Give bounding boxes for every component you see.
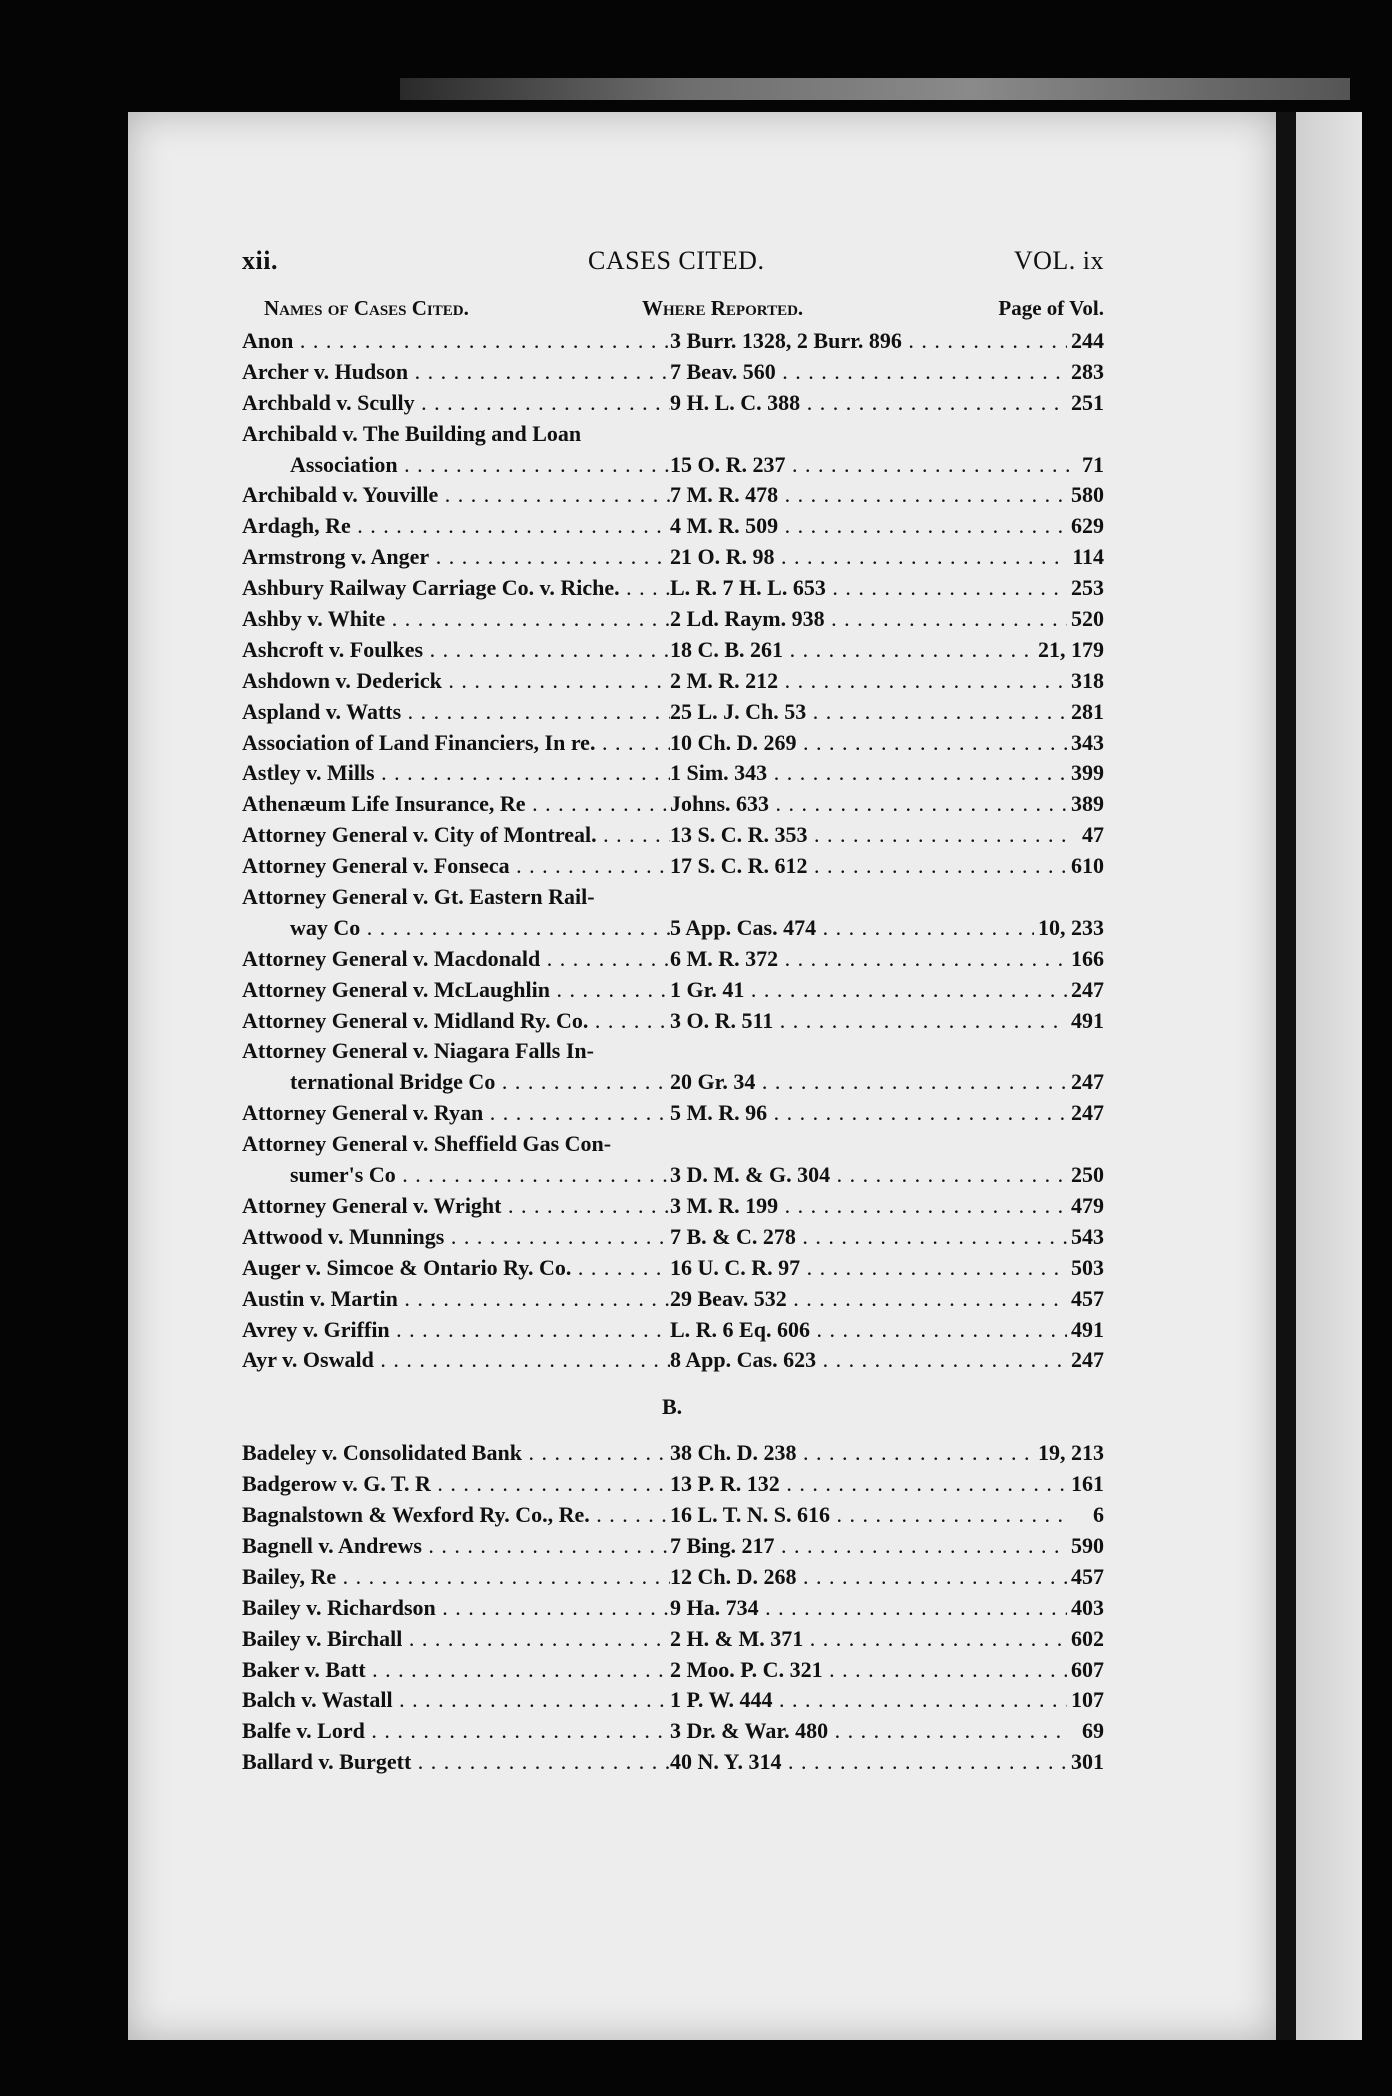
case-entry xyxy=(242,388,1104,419)
where-reported: 3 D. M. & G. 304 . . . xyxy=(670,1160,1070,1191)
page-of-volume: 457 xyxy=(1067,1562,1104,1593)
case-entry xyxy=(242,357,1104,388)
case-name: Attorney General v. Sheffield Gas Con- xyxy=(242,1131,612,1157)
case-entry xyxy=(242,1036,1104,1067)
page-of-volume: 250 xyxy=(1067,1160,1104,1191)
case-entry xyxy=(242,851,1104,882)
case-entry xyxy=(242,1222,1104,1253)
page-of-volume: 343 xyxy=(1067,728,1104,759)
where-reported: 18 C. B. 261 . . . xyxy=(670,635,1070,666)
case-list xyxy=(242,326,1104,1778)
page-of-volume: 247 xyxy=(1067,975,1104,1006)
where-reported: 25 L. J. Ch. 53 . . . xyxy=(670,697,1070,728)
case-entry xyxy=(242,604,1104,635)
case-name: Association . . . xyxy=(290,450,670,481)
page-of-volume: 10, 233 xyxy=(1034,913,1104,944)
column-heading-names: Names of Cases Cited. xyxy=(264,296,469,320)
case-entry xyxy=(242,573,1104,604)
case-name: Austin v. Martin . . . xyxy=(242,1284,670,1315)
page-of-volume: 590 xyxy=(1067,1531,1104,1562)
case-entry xyxy=(242,511,1104,542)
where-reported: 2 Ld. Raym. 938 . . . xyxy=(670,604,1070,635)
case-entry xyxy=(242,820,1104,851)
case-name: Attorney General v. Wright . . . xyxy=(242,1191,670,1222)
case-name: Archibald v. The Building and Loan xyxy=(242,420,582,446)
case-name: Ashbury Railway Carriage Co. v. Riche. . . . xyxy=(242,573,670,604)
column-headings xyxy=(242,296,1104,326)
where-reported: 7 B. & C. 278 . . . xyxy=(670,1222,1070,1253)
where-reported: 10 Ch. D. 269 . . . xyxy=(670,728,1070,759)
page-of-volume: 247 xyxy=(1067,1345,1104,1376)
case-name: Balfe v. Lord . . . xyxy=(242,1716,670,1747)
case-name: Archbald v. Scully . . . xyxy=(242,388,670,419)
case-entry xyxy=(242,1253,1104,1284)
case-name: Attorney General v. Midland Ry. Co. . . . xyxy=(242,1006,670,1037)
case-name: way Co . . . xyxy=(290,913,670,944)
case-entry xyxy=(242,1531,1104,1562)
running-header xyxy=(242,246,1104,280)
case-entry xyxy=(242,758,1104,789)
case-entry xyxy=(242,1624,1104,1655)
case-entry xyxy=(242,728,1104,759)
where-reported: 5 App. Cas. 474 . . . xyxy=(670,913,1070,944)
case-name: Association of Land Financiers, In re. . . . xyxy=(242,728,670,759)
page-of-volume: 318 xyxy=(1067,666,1104,697)
case-entry xyxy=(242,1593,1104,1624)
case-name: Archer v. Hudson . . . xyxy=(242,357,670,388)
where-reported: 3 Burr. 1328, 2 Burr. 896 . . . xyxy=(670,326,1070,357)
section-heading-b: B. xyxy=(662,1394,683,1420)
case-name: Ballard v. Burgett . . . xyxy=(242,1747,670,1778)
where-reported: 15 O. R. 237 . . . xyxy=(670,450,1070,481)
case-entry xyxy=(242,1716,1104,1747)
page-of-volume: 543 xyxy=(1067,1222,1104,1253)
where-reported: 38 Ch. D. 238 . . . xyxy=(670,1438,1070,1469)
case-name: Attorney General v. McLaughlin . . . xyxy=(242,975,670,1006)
case-entry xyxy=(242,326,1104,357)
where-reported: 9 Ha. 734 . . . xyxy=(670,1593,1070,1624)
next-page-sliver xyxy=(1296,112,1362,2040)
case-entry xyxy=(242,1067,1104,1098)
case-name: Badeley v. Consolidated Bank . . . xyxy=(242,1438,670,1469)
case-name: Ashcroft v. Foulkes . . . xyxy=(242,635,670,666)
page-of-volume: 161 xyxy=(1067,1469,1104,1500)
case-name: Bagnell v. Andrews . . . xyxy=(242,1531,670,1562)
page-of-volume: 301 xyxy=(1067,1747,1104,1778)
case-name: ternational Bridge Co . . . xyxy=(290,1067,670,1098)
where-reported: 9 H. L. C. 388 . . . xyxy=(670,388,1070,419)
page-of-volume: 253 xyxy=(1067,573,1104,604)
where-reported: 2 M. R. 212 . . . xyxy=(670,666,1070,697)
case-entry xyxy=(242,944,1104,975)
where-reported: 16 L. T. N. S. 616 . . . xyxy=(670,1500,1070,1531)
page-number: xii. xyxy=(242,246,278,275)
page-of-volume: 580 xyxy=(1067,480,1104,511)
page-of-volume: 457 xyxy=(1067,1284,1104,1315)
page-of-volume: 281 xyxy=(1067,697,1104,728)
page-of-volume: 610 xyxy=(1067,851,1104,882)
page-of-volume: 21, 179 xyxy=(1034,635,1104,666)
page-of-volume: 247 xyxy=(1067,1067,1104,1098)
case-entry xyxy=(242,635,1104,666)
case-name: Bailey v. Birchall . . . xyxy=(242,1624,670,1655)
where-reported: 20 Gr. 34 . . . xyxy=(670,1067,1070,1098)
case-entry xyxy=(242,913,1104,944)
where-reported: 3 O. R. 511 . . . xyxy=(670,1006,1070,1037)
scan-top-strip xyxy=(400,78,1350,100)
case-name: Attorney General v. Macdonald . . . xyxy=(242,944,670,975)
page-of-volume: 389 xyxy=(1067,789,1104,820)
where-reported: L. R. 7 H. L. 653 . . . xyxy=(670,573,1070,604)
case-name: Archibald v. Youville . . . xyxy=(242,480,670,511)
case-name: Athenæum Life Insurance, Re . . . xyxy=(242,789,670,820)
where-reported: 7 M. R. 478 . . . xyxy=(670,480,1070,511)
case-entry xyxy=(242,1562,1104,1593)
case-entry xyxy=(242,1315,1104,1346)
page-of-volume: 503 xyxy=(1067,1253,1104,1284)
page-of-volume: 491 xyxy=(1067,1006,1104,1037)
where-reported: 4 M. R. 509 . . . xyxy=(670,511,1070,542)
page-of-volume: 607 xyxy=(1067,1655,1104,1686)
case-name: Attorney General v. City of Montreal. . . . xyxy=(242,820,670,851)
case-entry xyxy=(242,882,1104,913)
page-of-volume: 520 xyxy=(1067,604,1104,635)
where-reported: Johns. 633 . . . xyxy=(670,789,1070,820)
case-entry xyxy=(242,1500,1104,1531)
case-entry xyxy=(242,697,1104,728)
where-reported: 8 App. Cas. 623 . . . xyxy=(670,1345,1070,1376)
page-of-volume: 244 xyxy=(1067,326,1104,357)
case-name: Anon . . . xyxy=(242,326,670,357)
where-reported: 3 Dr. & War. 480 . . . xyxy=(670,1716,1070,1747)
case-entry xyxy=(242,666,1104,697)
page-of-volume: 251 xyxy=(1067,388,1104,419)
case-entry xyxy=(242,1345,1104,1376)
case-entry xyxy=(242,1129,1104,1160)
case-name: Bagnalstown & Wexford Ry. Co., Re. . . . xyxy=(242,1500,670,1531)
where-reported: 1 P. W. 444 . . . xyxy=(670,1685,1070,1716)
case-entry xyxy=(242,1191,1104,1222)
where-reported: 7 Beav. 560 . . . xyxy=(670,357,1070,388)
case-entry xyxy=(242,419,1104,450)
case-entry xyxy=(242,1098,1104,1129)
case-name: Avrey v. Griffin . . . xyxy=(242,1315,670,1346)
where-reported: 1 Gr. 41 . . . xyxy=(670,975,1070,1006)
where-reported: 21 O. R. 98 . . . xyxy=(670,542,1070,573)
page-of-volume: 491 xyxy=(1067,1315,1104,1346)
where-reported: 17 S. C. R. 612 . . . xyxy=(670,851,1070,882)
where-reported: 2 H. & M. 371 . . . xyxy=(670,1624,1070,1655)
where-reported: 13 P. R. 132 . . . xyxy=(670,1469,1070,1500)
page-of-volume: 107 xyxy=(1067,1685,1104,1716)
case-name: sumer's Co . . . xyxy=(290,1160,670,1191)
where-reported: 2 Moo. P. C. 321 . . . xyxy=(670,1655,1070,1686)
case-entry xyxy=(242,975,1104,1006)
case-entry xyxy=(242,1006,1104,1037)
page-of-volume: 114 xyxy=(1068,542,1104,573)
page-of-volume: 602 xyxy=(1067,1624,1104,1655)
case-entry xyxy=(242,1160,1104,1191)
case-name: Bailey v. Richardson . . . xyxy=(242,1593,670,1624)
case-entry xyxy=(242,1685,1104,1716)
where-reported: L. R. 6 Eq. 606 . . . xyxy=(670,1315,1070,1346)
case-name: Baker v. Batt . . . xyxy=(242,1655,670,1686)
case-entry xyxy=(242,542,1104,573)
page-of-volume: 19, 213 xyxy=(1034,1438,1104,1469)
case-name: Ardagh, Re . . . xyxy=(242,511,670,542)
page-of-volume: 6 xyxy=(1089,1500,1104,1531)
case-name: Astley v. Mills . . . xyxy=(242,758,670,789)
where-reported: 29 Beav. 532 . . . xyxy=(670,1284,1070,1315)
where-reported: 3 M. R. 199 . . . xyxy=(670,1191,1070,1222)
page-of-volume: 69 xyxy=(1078,1716,1104,1747)
case-name: Attorney General v. Ryan . . . xyxy=(242,1098,670,1129)
case-name: Badgerow v. G. T. R . . . xyxy=(242,1469,670,1500)
page-of-volume: 283 xyxy=(1067,357,1104,388)
case-name: Ayr v. Oswald . . . xyxy=(242,1345,670,1376)
case-entry xyxy=(242,1438,1104,1469)
case-name: Bailey, Re . . . xyxy=(242,1562,670,1593)
where-reported: 6 M. R. 372 . . . xyxy=(670,944,1070,975)
page-title: CASES CITED. xyxy=(588,246,765,275)
case-name: Attorney General v. Gt. Eastern Rail- xyxy=(242,884,595,910)
case-name: Ashdown v. Dederick . . . xyxy=(242,666,670,697)
case-entry xyxy=(242,1655,1104,1686)
page-of-volume: 479 xyxy=(1067,1191,1104,1222)
case-name: Balch v. Wastall . . . xyxy=(242,1685,670,1716)
case-entry xyxy=(242,480,1104,511)
where-reported: 5 M. R. 96 . . . xyxy=(670,1098,1070,1129)
case-name: Auger v. Simcoe & Ontario Ry. Co. . . . xyxy=(242,1253,670,1284)
page-of-volume: 47 xyxy=(1078,820,1104,851)
page-of-volume: 629 xyxy=(1067,511,1104,542)
where-reported: 16 U. C. R. 97 . . . xyxy=(670,1253,1070,1284)
column-heading-where: Where Reported. xyxy=(642,296,804,320)
page-of-volume: 399 xyxy=(1067,758,1104,789)
case-entry xyxy=(242,789,1104,820)
page-of-volume: 71 xyxy=(1078,450,1104,481)
case-entry xyxy=(242,1469,1104,1500)
page-of-volume: 166 xyxy=(1067,944,1104,975)
case-name: Attorney General v. Niagara Falls In- xyxy=(242,1038,594,1064)
where-reported: 7 Bing. 217 . . . xyxy=(670,1531,1070,1562)
case-name: Ashby v. White . . . xyxy=(242,604,670,635)
case-entry xyxy=(242,450,1104,481)
case-name: Aspland v. Watts . . . xyxy=(242,697,670,728)
page-of-volume: 403 xyxy=(1067,1593,1104,1624)
where-reported: 1 Sim. 343 . . . xyxy=(670,758,1070,789)
where-reported: 12 Ch. D. 268 . . . xyxy=(670,1562,1070,1593)
case-name: Attorney General v. Fonseca . . . xyxy=(242,851,670,882)
page-of-volume: 247 xyxy=(1067,1098,1104,1129)
where-reported: 40 N. Y. 314 . . . xyxy=(670,1747,1070,1778)
case-name: Attwood v. Munnings . . . xyxy=(242,1222,670,1253)
case-entry xyxy=(242,1284,1104,1315)
where-reported: 13 S. C. R. 353 . . . xyxy=(670,820,1070,851)
column-heading-page: Page of Vol. xyxy=(998,296,1104,320)
case-entry xyxy=(242,1747,1104,1778)
page-edge xyxy=(1276,112,1296,2040)
case-name: Armstrong v. Anger . . . xyxy=(242,542,670,573)
volume-label: VOL. ix xyxy=(1013,246,1104,275)
